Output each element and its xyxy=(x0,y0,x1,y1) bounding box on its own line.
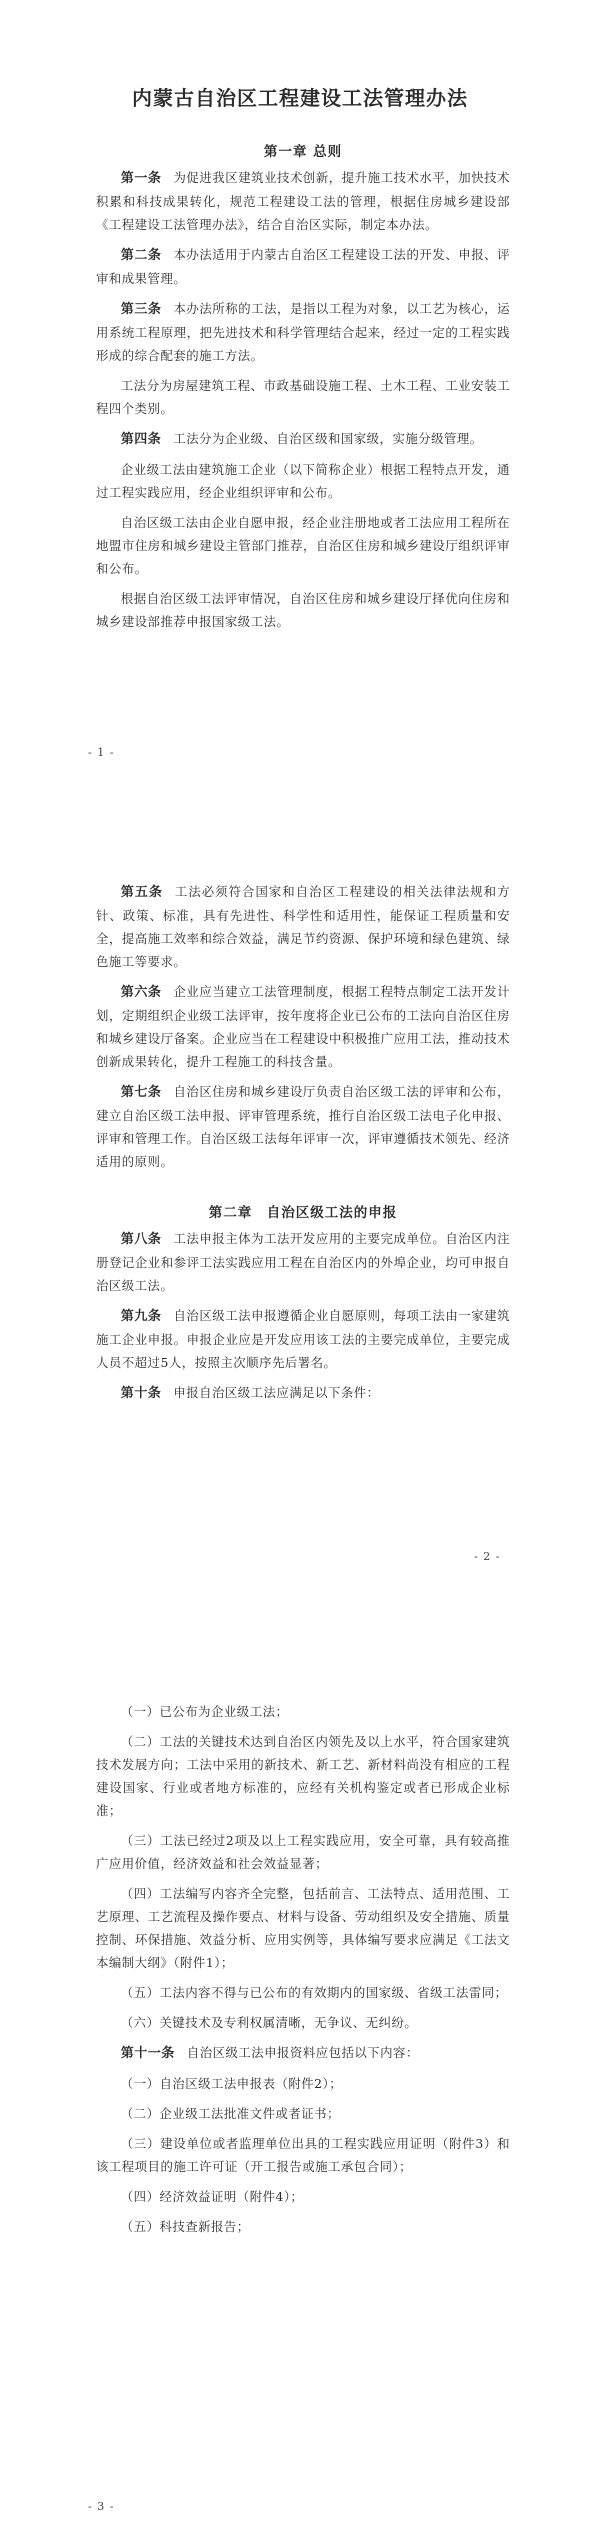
page-2 xyxy=(0,880,600,1620)
page-number: - 2 - xyxy=(474,1550,501,1563)
document-title: 内蒙古自治区工程建设工法管理办法 xyxy=(132,86,468,110)
article-2: 第二条 本办法适用于内蒙古自治区工程建设工法的开发、申报、评审和成果管理。 xyxy=(96,247,510,286)
condition-3: （三）工法已经过2项及以上工程实践应用，安全可靠，具有较高推广应用价值，经济效益和社会效益显著； xyxy=(96,1833,510,1871)
article-4-national-level: 根据自治区级工法评审情况，自治区住房和城乡建设厅择优向住房和城乡建设部推荐申报国家级工法。 xyxy=(96,591,510,629)
article-10: 第十条 申报自治区级工法应满足以下条件： xyxy=(120,1385,380,1401)
article-3: 第三条 本办法所称的工法，是指以工程为对象，以工艺为核心，运用系统工程原理，把先进技术和科学管理结合起来，经过一定的工程实践形成的综合配套的施工方法。 xyxy=(96,301,510,363)
page-3 xyxy=(0,1680,600,2544)
condition-5: （五）工法内容不得与已公布的有效期内的国家级、省级工法雷同； xyxy=(120,1985,508,2000)
material-5: （五）科技查新报告； xyxy=(120,2219,250,2234)
condition-1: （一）已公布为企业级工法； xyxy=(120,1704,289,1719)
chapter-1-heading: 第一章 总则 xyxy=(263,144,343,160)
article-9: 第九条 自治区级工法申报遵循企业自愿原则，每项工法由一家建筑施工企业申报。申报企业应是开发应用该工法的主要完成单位，主要完成人员不超过5人，按照主次顺序先后署名。 xyxy=(96,1308,510,1370)
page-3-body xyxy=(96,1700,510,2245)
condition-4: （四）工法编写内容齐全完整，包括前言、工法特点、适用范围、工艺原理、工艺流程及操作要点、材料与设备、劳动组织及安全措施、质量控制、环保措施、效益分析、应用实例等，具体编写要求应满足《工法文本编制大纲》（附件1）； xyxy=(96,1886,510,1970)
material-4: （四）经济效益证明（附件4）； xyxy=(120,2189,304,2204)
article-4-enterprise-level: 企业级工法由建筑施工企业（以下简称企业）根据工程特点开发，通过工程实践应用，经企业组织评审和公布。 xyxy=(96,462,510,500)
page-number: - 3 - xyxy=(88,2500,115,2513)
article-4: 第四条 工法分为企业级、自治区级和国家级，实施分级管理。 xyxy=(120,431,483,447)
article-4-region-level: 自治区级工法由企业自愿申报，经企业注册地或者工法应用工程所在地盟市住房和城乡建设主管部门推荐，自治区住房和城乡建设厅组织评审和公布。 xyxy=(96,515,510,576)
condition-6: （六）关键技术及专利权属清晰，无争议、无纠纷。 xyxy=(120,2015,418,2030)
chapter-2-heading: 第二章 自治区级工法的申报 xyxy=(208,1205,398,1221)
article-1: 第一条 为促进我区建筑业技术创新，提升施工技术水平，加快技术积累和科技成果转化，规范工程建设工法的管理，根据住房城乡建设部《工程建设工法管理办法》，结合自治区实际，制定本办法。 xyxy=(96,170,510,232)
article-5: 第五条 工法必须符合国家和自治区工程建设的相关法律法规和方针、政策、标准，具有先进性、科学性和适用性，能保证工程质量和安全，提高施工效率和综合效益，满足节约资源、保护环境和绿色建筑、绿色施工等要求。 xyxy=(96,884,510,969)
article-11: 第十一条 自治区级工法申报资料应包括以下内容： xyxy=(120,2045,419,2061)
page-2-body xyxy=(96,880,510,1412)
article-7: 第七条 自治区住房和城乡建设厅负责自治区级工法的评审和公布，建立自治区级工法申报、评审管理系统，推行自治区级工法电子化申报、评审和管理工作。自治区级工法每年评审一次，评审遵循技术领先、经济适用的原则。 xyxy=(96,1084,510,1169)
article-8: 第八条 工法申报主体为工法开发应用的主要完成单位。自治区内注册登记企业和参评工法实践应用工程在自治区内的外埠企业，均可申报自治区级工法。 xyxy=(96,1231,510,1293)
article-3-categories: 工法分为房屋建筑工程、市政基础设施工程、土木工程、工业安装工程四个类别。 xyxy=(96,378,510,416)
article-6: 第六条 企业应当建立工法管理制度，根据工程特点制定工法开发计划，定期组织企业级工法评审，按年度将企业已公布的工法向自治区住房和城乡建设厅备案。企业应当在工程建设中积极推广应用工法，推动技术创新成果转化，提升工程施工的科技含量。 xyxy=(96,984,510,1069)
material-1: （一）自治区级工法申报表（附件2）； xyxy=(120,2076,343,2091)
material-2: （二）企业级工法批准文件或者证书； xyxy=(120,2106,340,2121)
material-3: （三）建设单位或者监理单位出具的工程实践应用证明（附件3）和该工程项目的施工许可证（开工报告或施工承包合同）； xyxy=(96,2136,510,2174)
page-1-body xyxy=(96,140,510,640)
page-number: - 1 - xyxy=(88,746,115,759)
page-1 xyxy=(0,0,600,780)
condition-2: （二）工法的关键技术达到自治区内领先及以上水平，符合国家建筑技术发展方向；工法中采用的新技术、新工艺、新材料尚没有相应的工程建设国家、行业或者地方标准的，应经有关机构鉴定或者已形成企业标准； xyxy=(96,1734,510,1818)
